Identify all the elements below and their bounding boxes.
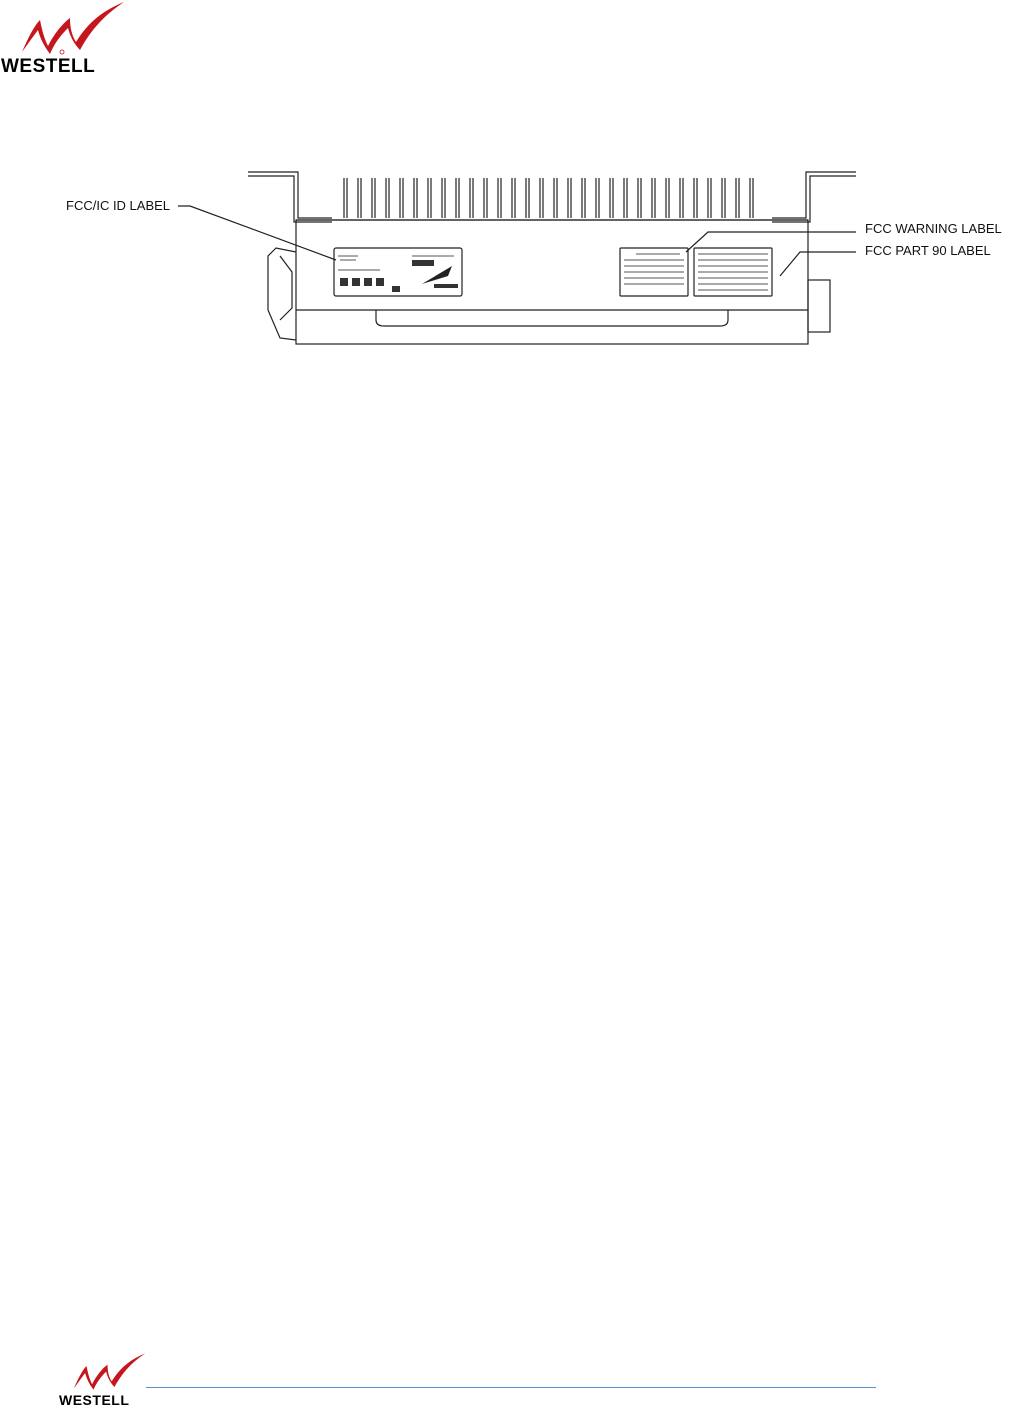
footer-rule — [146, 1387, 876, 1388]
header-logo — [0, 0, 130, 82]
fcc-part90-callout: FCC PART 90 LABEL — [865, 243, 991, 258]
footer-logo — [56, 1352, 152, 1408]
brand-wordmark: WESTELL — [1, 56, 96, 77]
westell-swoosh-icon — [56, 1352, 152, 1394]
device-figure — [40, 160, 1000, 360]
device-drawing — [40, 160, 1000, 360]
westell-swoosh-icon — [0, 0, 130, 60]
fcc-ic-id-callout: FCC/IC ID LABEL — [66, 198, 171, 213]
fcc-warning-callout: FCC WARNING LABEL — [865, 221, 1002, 236]
footer-brand-wordmark: WESTELL — [59, 1392, 130, 1408]
